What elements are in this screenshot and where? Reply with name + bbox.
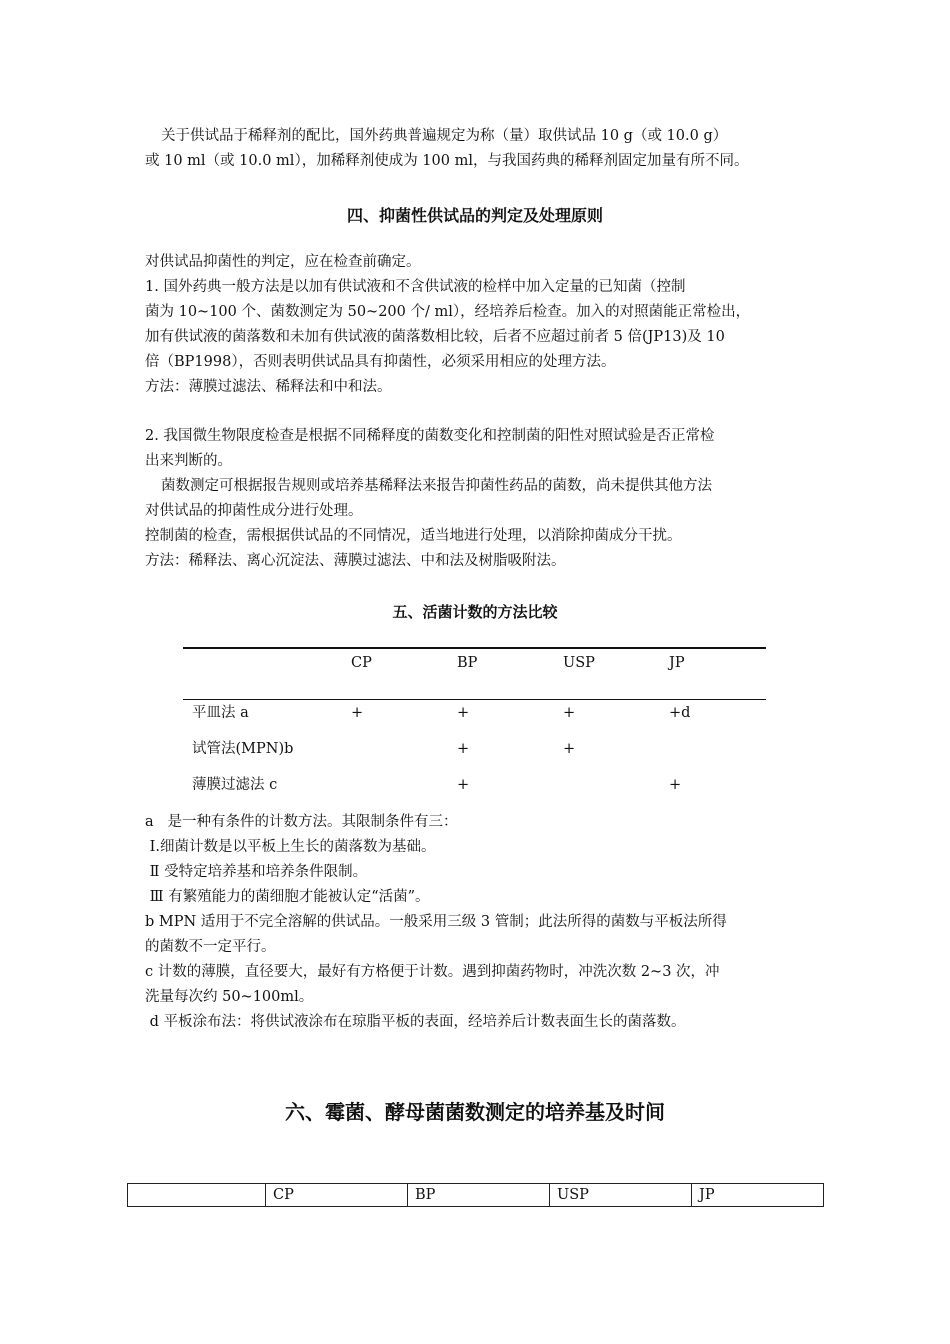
intro-line-2: 或 10 ml（或 10.0 ml），加稀释剂使成为 100 ml，与我国药典的稀释剂固定加量有所不同。 bbox=[145, 153, 749, 169]
cell-bp: + bbox=[457, 705, 470, 721]
row-label: 试管法(MPN)b bbox=[192, 741, 294, 757]
note-line: 洗量每次约 50~100ml。 bbox=[145, 989, 314, 1005]
col-header-cp: CP bbox=[351, 655, 372, 671]
para-2-line: 对供试品的抑菌性成分进行处理。 bbox=[145, 503, 363, 519]
section-4-body bbox=[145, 250, 810, 400]
intro-line-1: 关于供试品于稀释剂的配比，国外药典普遍规定为称（量）取供试品 10 g（或 10.0 g） bbox=[161, 128, 728, 144]
section-4-intro: 对供试品抑菌性的判定，应在检查前确定。 bbox=[145, 254, 421, 270]
item-1-line: 菌为 10~100 个、菌数测定为 50~200 个/ ml），经培养后检查。加入的对照菌能正常检出， bbox=[145, 304, 751, 320]
table-cell: CP bbox=[266, 1184, 408, 1207]
item-1-line: 1. 国外药典一般方法是以加有供试液和不含供试液的检样中加入定量的已知菌（控制 bbox=[145, 279, 686, 295]
cell-cp: + bbox=[351, 705, 364, 721]
cell-jp: + bbox=[669, 777, 682, 793]
note-line: Ⅲ 有繁殖能力的菌细胞才能被认定“活菌”。 bbox=[145, 889, 430, 905]
section-5-heading: 五、活菌计数的方法比较 bbox=[392, 603, 558, 621]
table-cell bbox=[128, 1184, 266, 1207]
row-label: 薄膜过滤法 c bbox=[192, 777, 278, 793]
col-header-bp: BP bbox=[457, 655, 478, 671]
note-line: 的菌数不一定平行。 bbox=[145, 939, 276, 955]
para-2-line: 菌数测定可根据报告规则或培养基稀释法来报告抑菌性药品的菌数，尚未提供其他方法 bbox=[161, 478, 712, 494]
item-1-line: 加有供试液的菌落数和未加有供试液的菌落数相比较，后者不应超过前者 5 倍(JP13)及 10 bbox=[145, 329, 725, 345]
note-line: c 计数的薄膜，直径要大，最好有方格便于计数。遇到抑菌药物时，冲洗次数 2~3 次，冲 bbox=[145, 964, 720, 980]
table-cell: JP bbox=[692, 1184, 824, 1207]
note-line: d 平板涂布法：将供试液涂布在琼脂平板的表面，经培养后计数表面生长的菌落数。 bbox=[145, 1014, 686, 1030]
cell-bp: + bbox=[457, 777, 470, 793]
col-header-usp: USP bbox=[563, 655, 595, 671]
item-2-line: 出来判断的。 bbox=[145, 453, 232, 469]
note-line: Ⅱ 受特定培养基和培养条件限制。 bbox=[145, 864, 368, 880]
section-4-body-2 bbox=[145, 424, 810, 574]
section-6-table bbox=[127, 1183, 824, 1207]
item-1-line: 倍（BP1998），否则表明供试品具有抑菌性，必须采用相应的处理方法。 bbox=[145, 354, 616, 370]
note-line: Ⅰ.细菌计数是以平板上生长的菌落数为基础。 bbox=[145, 839, 436, 855]
table-notes bbox=[145, 810, 810, 1035]
cell-bp: + bbox=[457, 741, 470, 757]
table-cell: USP bbox=[550, 1184, 692, 1207]
section-4-heading: 四、抑菌性供试品的判定及处理原则 bbox=[346, 206, 603, 225]
method-2: 方法：稀释法、离心沉淀法、薄膜过滤法、中和法及树脂吸附法。 bbox=[145, 553, 566, 569]
cell-usp: + bbox=[563, 705, 576, 721]
table-row bbox=[128, 1184, 824, 1207]
section-6-heading: 六、霉菌、酵母菌菌数测定的培养基及时间 bbox=[285, 1100, 665, 1124]
col-header-jp: JP bbox=[669, 655, 685, 671]
cell-usp: + bbox=[563, 741, 576, 757]
table-top-rule bbox=[183, 647, 766, 649]
method-1: 方法：薄膜过滤法、稀释法和中和法。 bbox=[145, 379, 392, 395]
item-2-line: 2. 我国微生物限度检查是根据不同稀释度的菌数变化和控制菌的阳性对照试验是否正常检 bbox=[145, 428, 715, 444]
cell-jp: +d bbox=[669, 705, 691, 721]
para-3: 控制菌的检查，需根据供试品的不同情况，适当地进行处理，以消除抑菌成分干扰。 bbox=[145, 528, 682, 544]
table-cell: BP bbox=[408, 1184, 550, 1207]
row-label: 平皿法 a bbox=[192, 705, 249, 721]
note-line: a 是一种有条件的计数方法。其限制条件有三： bbox=[145, 814, 458, 830]
table-header-rule bbox=[183, 699, 766, 700]
note-line: b MPN 适用于不完全溶解的供试品。一般采用三级 3 管制；此法所得的菌数与平板法所得 bbox=[145, 914, 727, 930]
intro-paragraph bbox=[145, 124, 810, 174]
